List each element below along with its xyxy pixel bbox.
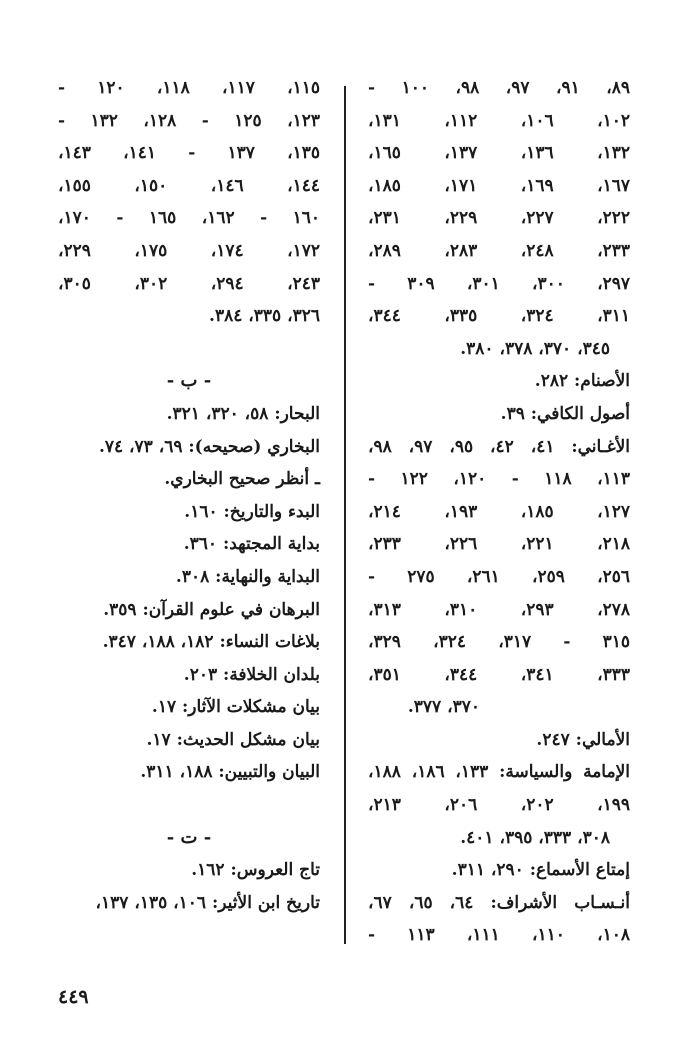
index-line: ٢٢٢، ٢٢٧، ٢٢٩، ٢٣١، (368, 208, 631, 229)
index-line: ٣٧٠، ٣٧٧. (407, 697, 480, 718)
spacer (58, 789, 320, 822)
index-line: ٨٩، ٩١، ٩٧، ٩٨، ١٠٠ - (368, 78, 631, 98)
index-entry: إمتاع الأسماع: ٢٩٠، ٣١١. (451, 860, 630, 881)
index-line: ١٠٢، ١٠٦، ١١٢، ١٣١، (368, 110, 631, 131)
index-entry: البرهان في علوم القرآن: ٣٥٩. (103, 599, 320, 620)
index-entry: البيان والتبيين: ١٨٨، ٣١١. (140, 762, 320, 783)
index-entry: بداية المجتهد: ٣٦٠. (183, 534, 320, 555)
index-line: ١٧٢، ١٧٤، ١٧٥، ٢٢٩، (58, 240, 321, 261)
index-line: ٣١٥ - ٣١٧، ٣٢٤، ٣٢٩، (368, 632, 631, 653)
index-line: ١٩٩، ٢٠٢، ٢٠٦، ٢١٣، (368, 795, 631, 816)
index-line: ٣٠٨، ٣٣٣، ٣٩٥، ٤٠١. (460, 827, 610, 848)
index-entry: بلاغات النساء: ١٨٢، ١٨٨، ٣٤٧. (102, 632, 320, 653)
index-line: ٣٢٦، ٣٣٥، ٣٨٤. (209, 306, 320, 327)
index-entry: الأمالي: ٢٤٧. (536, 729, 630, 750)
index-entry: أصول الكافي: ٣٩. (500, 403, 630, 424)
index-line: ٢٥٦، ٢٥٩، ٢٦١، ٢٧٥ - (368, 566, 631, 587)
index-line: ٢٧٨، ٢٩٣، ٣١٠، ٣١٣، (368, 599, 631, 620)
index-line: ٣١١، ٣٢٤، ٣٣٥، ٣٤٤، (368, 306, 631, 327)
index-line: ١١٣، ١١٨ - ١٢٠، ١٢٢ - (368, 469, 631, 490)
index-line: ١١٥، ١١٧، ١١٨، ١٢٠ - (58, 78, 321, 98)
index-entry: تاج العروس: ١٦٢. (191, 860, 320, 881)
index-line: ٣٤٥، ٣٧٠، ٣٧٨، ٣٨٠. (460, 338, 610, 359)
index-line: ٣٣٣، ٣٤١، ٣٤٤، ٣٥١، (368, 664, 631, 685)
index-entry: بلدان الخلافة: ٢٠٣. (183, 664, 320, 685)
spacer (58, 333, 320, 366)
index-column-left (58, 72, 320, 919)
index-line: ١٦٠ - ١٦٢، ١٦٥ - ١٧٠، (58, 208, 320, 229)
index-line: ١٣٢، ١٣٦، ١٣٧، ١٦٥، (368, 143, 631, 164)
page-number: ٤٤٩ (58, 986, 89, 1008)
index-entry: البخاري (صحيحه): ٦٩، ٧٣، ٧٤. (98, 436, 320, 457)
index-column-right (368, 72, 630, 952)
index-line: ٢٤٣، ٢٩٤، ٣٠٢، ٣٠٥، (58, 273, 321, 294)
index-entry: أنـسـاب الأشراف: ٦٤، ٦٥، ٦٧، (368, 892, 630, 913)
section-heading-ta: - ت - (166, 826, 212, 848)
index-entry: بيان مشكلات الآثار: ١٧. (151, 697, 320, 718)
index-entry: البداية والنهاية: ٣٠٨. (175, 566, 320, 587)
column-divider (344, 86, 346, 944)
index-line: ١٦٧، ١٦٩، ١٧١، ١٨٥، (368, 175, 631, 196)
index-entry: الإمامة والسياسة: ١٣٣، ١٨٦، ١٨٨، (368, 762, 631, 783)
index-entry: الأصنام: ٢٨٢. (534, 371, 630, 392)
index-line: ١٢٧، ١٨٥، ١٩٣، ٢١٤، (368, 501, 631, 522)
index-entry: البدء والتاريخ: ١٦٠. (184, 501, 320, 522)
index-line: ١٣٥، ١٣٧ - ١٤١، ١٤٣، (58, 143, 321, 164)
index-line: ٢٣٣، ٢٤٨، ٢٨٣، ٢٨٩، (368, 240, 631, 261)
index-entry: الأغـاني: ٤١، ٤٢، ٩٥، ٩٧، ٩٨، (368, 436, 631, 457)
index-line: ٢٩٧، ٣٠٠، ٣٠١، ٣٠٩ - (368, 273, 631, 294)
index-line: ١٠٨، ١١٠، ١١١، ١١٣ - (368, 925, 631, 946)
index-entry: البحار: ٥٨، ٣٢٠، ٣٢١. (166, 403, 320, 424)
index-entry: ـ أنظر صحيح البخاري. (164, 469, 320, 490)
index-line: ١٢٣، ١٢٥ - ١٢٨، ١٣٢ - (58, 110, 321, 131)
index-entry: بيان مشكل الحديث: ١٧. (146, 729, 320, 750)
section-heading-ba: - ب - (166, 370, 212, 392)
index-entry: تاريخ ابن الأثير: ١٠٦، ١٣٥، ١٣٧، (95, 892, 320, 913)
index-line: ١٤٤، ١٤٦، ١٥٠، ١٥٥، (58, 175, 321, 196)
index-line: ٢١٨، ٢٢١، ٢٢٦، ٢٣٣، (368, 534, 631, 555)
